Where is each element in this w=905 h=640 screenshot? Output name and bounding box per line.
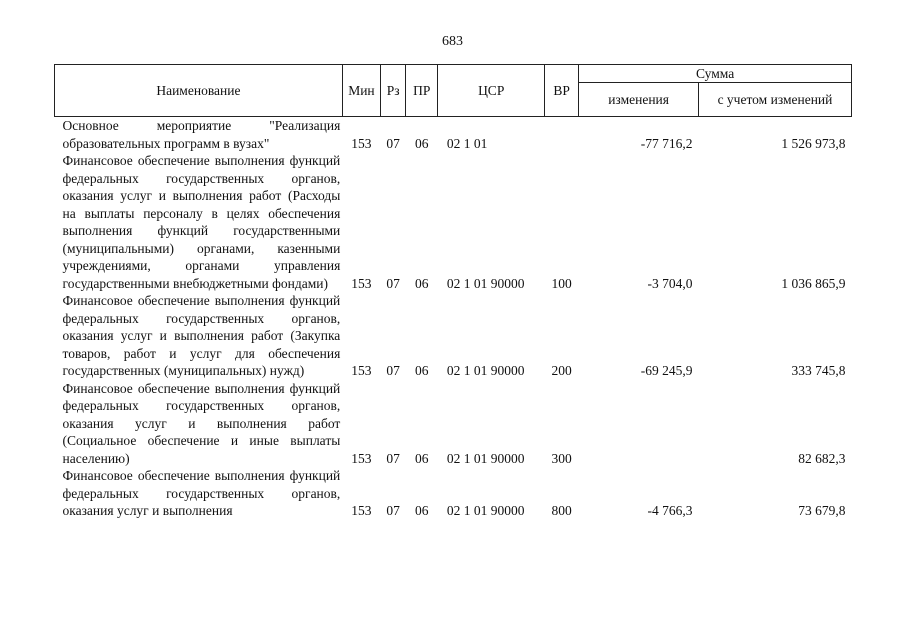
row-rz: 07 bbox=[386, 363, 400, 378]
table-header bbox=[55, 65, 852, 117]
budget-table bbox=[54, 64, 852, 520]
row-with-change: 1 036 865,9 bbox=[781, 275, 846, 291]
row-pr: 06 bbox=[415, 135, 429, 151]
row-with-change: 333 745,8 bbox=[791, 363, 846, 378]
row-rz: 07 bbox=[386, 135, 400, 151]
row-with-change: 73 679,8 bbox=[798, 503, 846, 518]
row-name: Основное мероприятие "Реализация образовательных программ в вузах" bbox=[62, 118, 341, 151]
row-change: -77 716,2 bbox=[640, 135, 693, 151]
table-row bbox=[55, 152, 852, 292]
row-vr: 300 bbox=[551, 450, 572, 466]
row-rz: 07 bbox=[386, 450, 400, 466]
row-change: -4 766,3 bbox=[647, 503, 693, 518]
table-row bbox=[55, 380, 852, 468]
row-change: -3 704,0 bbox=[647, 275, 693, 291]
table-row bbox=[55, 292, 852, 380]
row-change: -69 245,9 bbox=[640, 363, 693, 378]
row-name: Финансовое обеспечение выполнения функций федеральных государственных органов, оказания услуг и выполнения bbox=[62, 468, 341, 518]
row-with-change: 82 682,3 bbox=[798, 450, 846, 466]
row-rz: 07 bbox=[386, 275, 400, 291]
table-row bbox=[55, 467, 852, 520]
header-name: Наименование bbox=[55, 65, 343, 117]
row-pr: 06 bbox=[415, 363, 429, 378]
row-min: 153 bbox=[351, 275, 372, 291]
page-number: 683 bbox=[442, 34, 463, 49]
header-change: изменения bbox=[579, 83, 699, 117]
row-min: 153 bbox=[351, 450, 372, 466]
row-csr: 02 1 01 90000 bbox=[446, 503, 525, 518]
table-body bbox=[55, 117, 852, 520]
row-min: 153 bbox=[351, 363, 372, 378]
row-csr: 02 1 01 bbox=[446, 135, 488, 151]
row-pr: 06 bbox=[415, 503, 429, 518]
row-rz: 07 bbox=[386, 503, 400, 518]
header-csr: ЦСР bbox=[438, 65, 545, 117]
row-min: 153 bbox=[351, 135, 372, 151]
row-pr: 06 bbox=[415, 275, 429, 291]
row-vr bbox=[545, 117, 579, 153]
row-csr: 02 1 01 90000 bbox=[446, 275, 525, 291]
header-pr: ПР bbox=[406, 65, 438, 117]
header-vr: ВР bbox=[545, 65, 579, 117]
row-csr: 02 1 01 90000 bbox=[446, 363, 525, 378]
row-vr: 800 bbox=[551, 503, 572, 518]
row-csr: 02 1 01 90000 bbox=[446, 450, 525, 466]
row-min: 153 bbox=[351, 503, 372, 518]
row-name: Финансовое обеспечение выполнения функций федеральных государственных органов, оказания услуг и выполнения работ (Расходы на выплаты персоналу в целях обеспечения выполнения функций государственными (муниципальными) органами, казенными учреждениями, органами управления государственными внебюджетными фондами) bbox=[62, 153, 341, 291]
row-vr: 100 bbox=[551, 275, 572, 291]
row-name: Финансовое обеспечение выполнения функций федеральных государственных органов, оказания услуг и выполнения работ (Закупка товаров, работ и услуг для обеспечения государственных (муниципальных) нужд) bbox=[62, 293, 341, 378]
row-pr: 06 bbox=[415, 450, 429, 466]
header-sum: Сумма bbox=[579, 65, 852, 83]
row-with-change: 1 526 973,8 bbox=[781, 135, 846, 151]
header-rz: Рз bbox=[381, 65, 406, 117]
row-change bbox=[579, 380, 699, 468]
row-name: Финансовое обеспечение выполнения функций федеральных государственных органов, оказания услуг и выполнения работ (Социальное обеспечение и иные выплаты населению) bbox=[62, 380, 341, 466]
header-min: Мин bbox=[342, 65, 380, 117]
table-row bbox=[55, 117, 852, 153]
header-with-change: с учетом изменений bbox=[698, 83, 851, 117]
row-vr: 200 bbox=[551, 363, 572, 378]
